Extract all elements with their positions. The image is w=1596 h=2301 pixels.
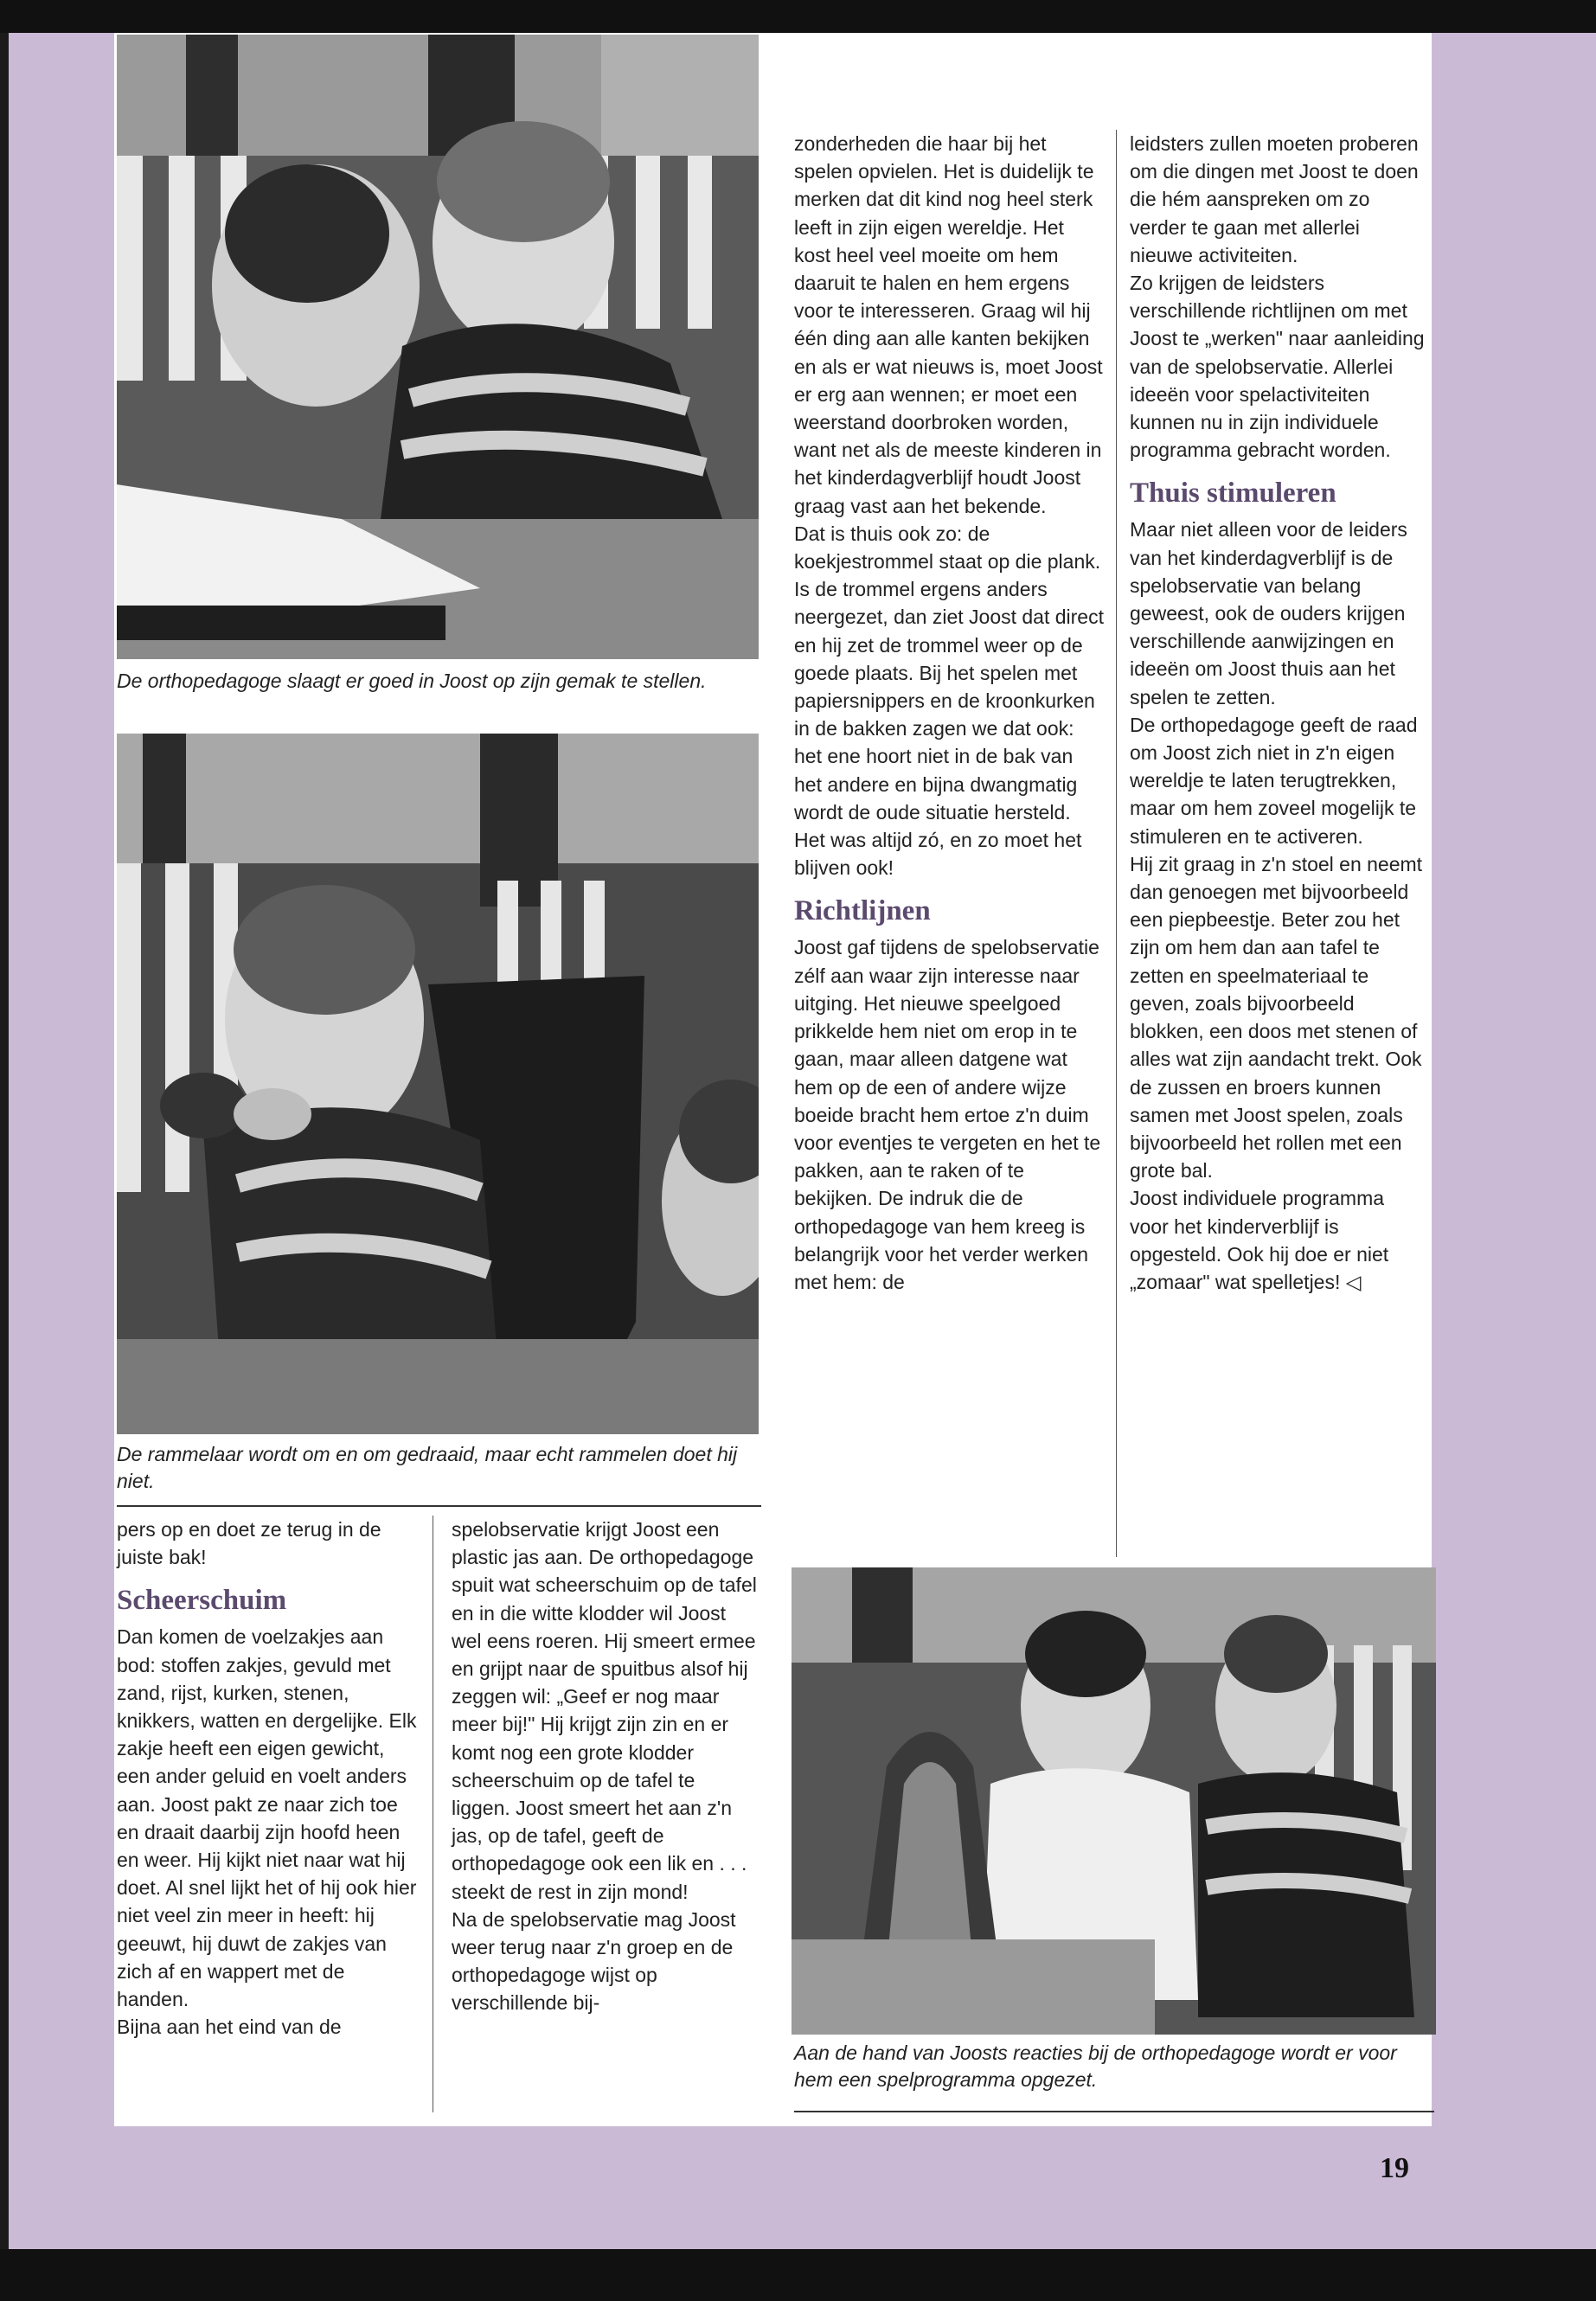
bottom-black-border: [0, 2249, 1596, 2301]
photo-orthopedagoge-with-joost: [117, 35, 759, 659]
text-column-middle-lower: [452, 1516, 759, 2017]
paragraph: zonderheden die haar bij het spelen opvielen. Het is duidelijk te merken dat dit kind nog heel sterk leeft in zijn eigen wereldje. Het kost heel veel moeite om hem daaruit te halen en hem ergens voor te interesseren. Graag wil hij één ding aan alle kanten bekijken en als er wat nieuws is, moet Joost er erg aan wennen; er moet een weerstand doorbroken worden, want net als de meeste kinderen in het kinderdagverblijf houdt Joost graag vast aan het bekende.: [794, 132, 1103, 517]
paragraph: leidsters zullen moeten proberen om die dingen met Joost te doen die hém aanspreken om zo verder te gaan met allerlei nieuwe activiteiten.: [1130, 132, 1419, 266]
caption-rule-left: [117, 1505, 761, 1507]
text-column-left: [117, 1516, 421, 2041]
section-heading-thuis-stimuleren: Thuis stimuleren: [1130, 478, 1336, 510]
paragraph: pers op en doet ze terug in de juiste bak!: [117, 1518, 381, 1569]
photo-orthopedagoge-and-joost-at-table: [792, 1567, 1436, 2035]
paragraph: Dat is thuis ook zo: de koekjestrommel staat op die plank. Is de trommel ergens anders neergezet, dan ziet Joost dat direct en hij zet de trommel weer op de goede plaats. Bij het spelen met papiersnippers en de kroonkurken in de bakken zagen we dat ook: het ene hoort niet in de bak van het andere en bijna dwangmatig wordt de oude situatie hersteld. Het was altijd zó, en zo moet het blijven ook!: [794, 522, 1104, 880]
photo-joost-with-rattle: [117, 734, 759, 1434]
page-number: 19: [1380, 2152, 1409, 2184]
section-heading-scheerschuim: Scheerschuim: [117, 1585, 287, 1617]
text-column-right: [1130, 130, 1428, 1296]
paragraph: Dan komen de voelzakjes aan bod: stoffen zakjes, gevuld met zand, rijst, kurken, stenen, knikkers, watten en dergelijke. Elk zakje heeft een eigen gewicht, een ander geluid en voelt anders aan. Joost pakt ze naar zich toe en draait daarbij zijn hoofd heen en weer. Hij kijkt niet naar wat hij doet. Al snel lijkt het of hij ook hier niet veel zin meer in heeft: hij geeuwt, hij duwt de zakjes van zich af en wappert met de handen.: [117, 1625, 417, 2011]
top-black-border: [0, 0, 1596, 33]
photo3-caption: Aan de hand van Joosts reacties bij de orthopedagoge wordt er voor hem een spelprogramma opgezet.: [794, 2041, 1397, 2091]
lavender-margin-left: [9, 33, 114, 2249]
section-heading-richtlijnen: Richtlijnen: [794, 895, 931, 927]
paragraph: Bijna aan het eind van de: [117, 2016, 342, 2039]
paragraph: Joost gaf tijdens de spelobservatie zélf aan waar zijn interesse naar uitging. Het nieuwe speelgoed prikkelde hem niet om erop in te gaan, maar alleen datgene wat hem op de een of andere wijze boeide bracht hem ertoe z'n duim voor eventjes te vergeten en het te pakken, aan te raken of te bekijken. De indruk die de orthopedagoge van hem kreeg is belangrijk voor het verder werken met hem: de: [794, 936, 1101, 1293]
column-divider-2: [1116, 130, 1117, 1557]
paragraph: De orthopedagoge geeft de raad om Joost zich niet in z'n eigen wereldje te laten terugtrekken, maar om hem zoveel mogelijk te stimuleren en te activeren.: [1130, 713, 1418, 848]
paragraph: Zo krijgen de leidsters verschillende richtlijnen om met Joost te „werken" naar aanleiding van de spelobservatie. Allerlei ideeën voor spelactiviteiten kunnen nu in zijn individuele programma gebracht worden.: [1130, 272, 1425, 462]
photo2-caption: De rammelaar wordt om en om gedraaid, maar echt rammelen doet hij niet.: [117, 1443, 738, 1492]
lavender-margin-bottom: [9, 2126, 1596, 2249]
lavender-margin-right: [1432, 33, 1596, 2249]
caption-rule-right: [794, 2111, 1434, 2112]
photo1-caption: De orthopedagoge slaagt er goed in Joost op zijn gemak te stellen.: [117, 670, 707, 692]
paragraph: Joost individuele programma voor het kinderverblijf is opgesteld. Ook hij doe er niet „zomaar" wat spelletjes! ◁: [1130, 1187, 1389, 1293]
paragraph: Na de spelobservatie mag Joost weer terug naar z'n groep en de orthopedagoge wijst op verschillende bij-: [452, 1907, 736, 2015]
text-column-middle: [794, 130, 1104, 1296]
paragraph: Maar niet alleen voor de leiders van het kinderdagverblijf is de spelobservatie van belang geweest, ook de ouders krijgen verschillende aanwijzingen en ideeën om Joost thuis aan het spelen te zetten.: [1130, 518, 1407, 708]
paragraph: spelobservatie krijgt Joost een plastic jas aan. De orthopedagoge spuit wat scheerschuim op de tafel en in die witte klodder wil Joost wel eens roeren. Hij smeert ermee en grijpt naar de spuitbus alsof hij zeggen wil: „Geef er nog maar meer bij!" Hij krijgt zijn zin en er komt nog een grote klodder scheerschuim op de tafel te liggen. Joost smeert het aan z'n jas, op de tafel, geeft de orthopedagoge ook een lik en . . . steekt de rest in zijn mond!: [452, 1518, 757, 1903]
paragraph: Hij zit graag in z'n stoel en neemt dan genoegen met bijvoorbeeld een piepbeestje. Beter zou het zijn om hem dan aan tafel te zetten en speelmateriaal te geven, zoals bijvoorbeeld blokken, een doos met stenen of alles wat zijn aandacht trekt. Ook de zussen en broers kunnen samen met Joost spelen, zoals bijvoorbeeld het rollen met een grote bal.: [1130, 852, 1423, 1183]
left-black-edge: [0, 33, 9, 2249]
